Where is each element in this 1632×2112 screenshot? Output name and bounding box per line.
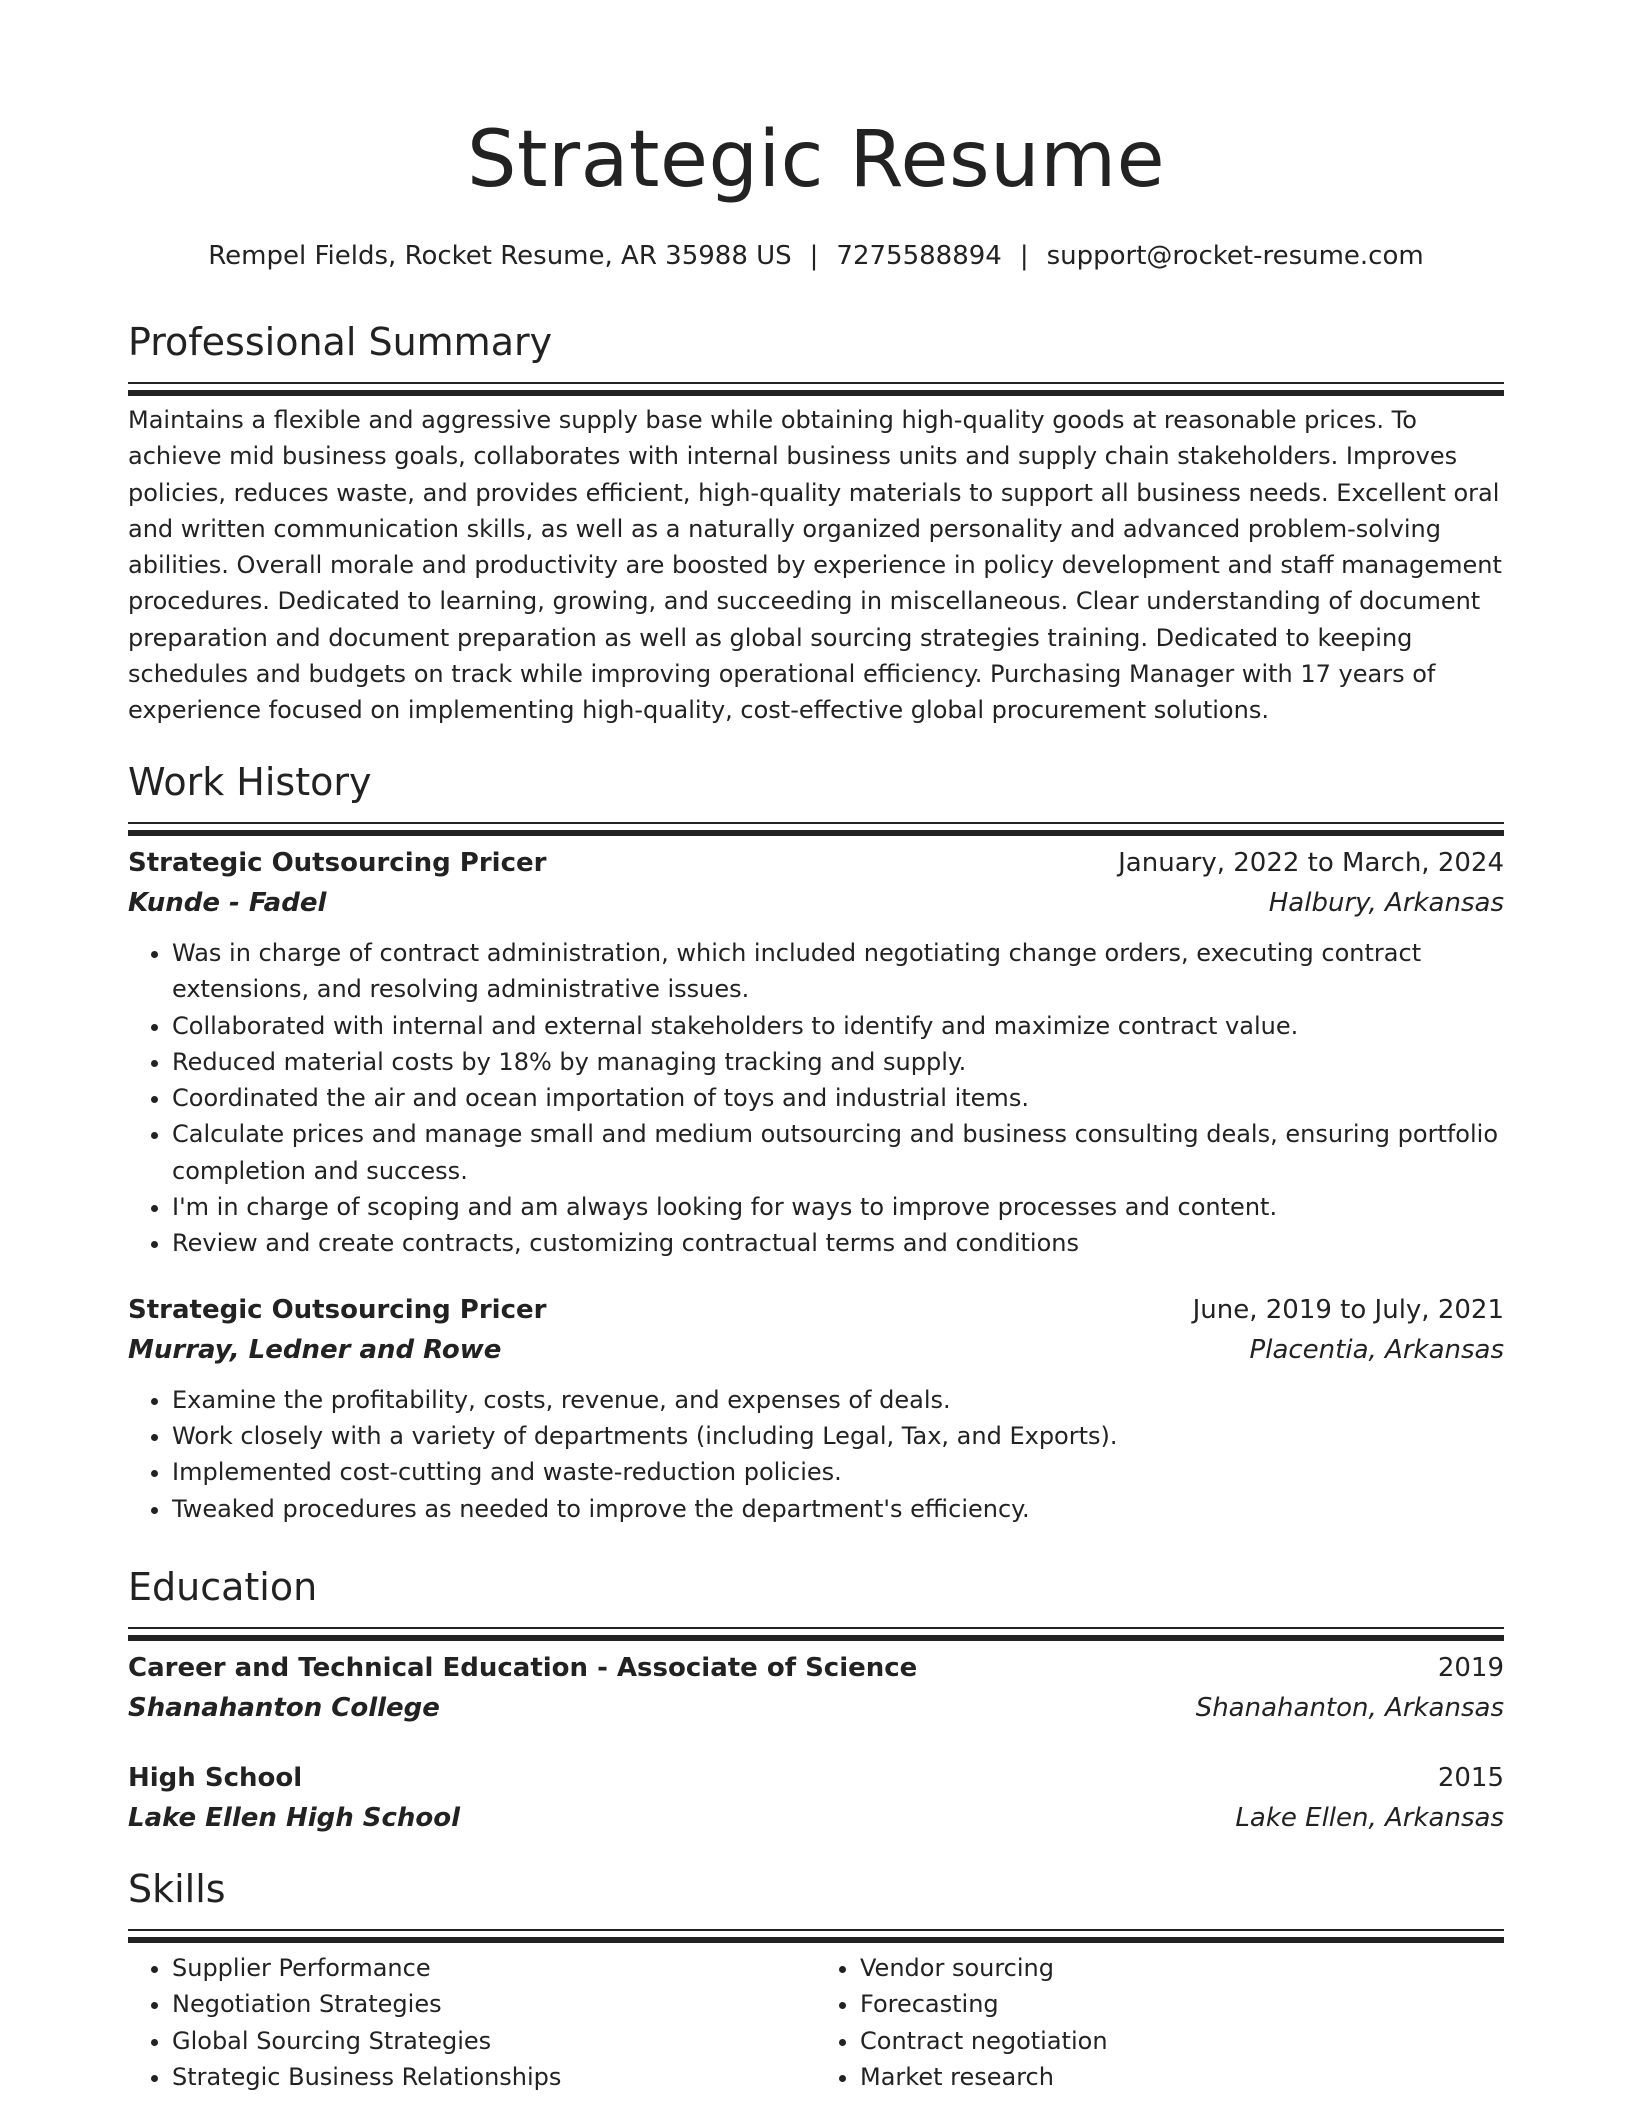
skill-item: • Supplier Performance bbox=[172, 1950, 816, 1986]
contact-line bbox=[128, 238, 1504, 274]
job-bullet: • Examine the profitability, costs, revenue, and expenses of deals. bbox=[172, 1382, 1504, 1418]
job-bullet: • Tweaked procedures as needed to improve the department's efficiency. bbox=[172, 1491, 1504, 1527]
summary-section bbox=[128, 318, 1504, 729]
job-company-row bbox=[128, 883, 1504, 923]
education-header-row bbox=[128, 1758, 1504, 1798]
contact-address: Rempel Fields, Rocket Resume, AR 35988 US bbox=[208, 241, 792, 271]
education-school-row bbox=[128, 1798, 1504, 1838]
job-entry bbox=[128, 843, 1504, 1262]
education-entry bbox=[128, 1758, 1504, 1838]
job-bullet: • Calculate prices and manage small and medium outsourcing and business consulting deals, ensuring portfolio completion and success. bbox=[172, 1116, 1504, 1189]
job-company: Kunde - Fadel bbox=[128, 888, 327, 918]
job-title: Strategic Outsourcing Pricer bbox=[128, 1294, 547, 1325]
education-year: 2015 bbox=[1437, 1763, 1504, 1793]
education-school-row bbox=[128, 1688, 1504, 1728]
skills-grid bbox=[128, 1950, 1504, 2095]
skill-item: • Vendor sourcing bbox=[860, 1950, 1504, 1986]
job-title: Strategic Outsourcing Pricer bbox=[128, 848, 547, 878]
job-header-row bbox=[128, 1290, 1504, 1330]
skills-column-right bbox=[816, 1950, 1504, 2095]
skill-item: • Forecasting bbox=[860, 1986, 1504, 2022]
education-school: Lake Ellen High School bbox=[128, 1803, 461, 1833]
education-entry bbox=[128, 1648, 1504, 1728]
skills-section bbox=[128, 1865, 1504, 2095]
skill-item: • Contract negotiation bbox=[860, 2023, 1504, 2059]
education-degree: High School bbox=[128, 1763, 303, 1793]
job-bullet: • Collaborated with internal and external stakeholders to identify and maximize contract value. bbox=[172, 1008, 1504, 1044]
skills-heading: Skills bbox=[128, 1867, 226, 1911]
job-bullets bbox=[128, 1382, 1504, 1527]
education-location: Shanahanton, Arkansas bbox=[1195, 1693, 1504, 1723]
job-entry bbox=[128, 1290, 1504, 1527]
job-company-row bbox=[128, 1330, 1504, 1370]
job-company: Murray, Ledner and Rowe bbox=[128, 1334, 502, 1365]
job-bullets bbox=[128, 935, 1504, 1262]
job-dates: June, 2019 to July, 2021 bbox=[1192, 1294, 1504, 1325]
section-divider bbox=[128, 1627, 1504, 1634]
section-divider bbox=[128, 382, 1504, 389]
section-divider bbox=[128, 822, 1504, 829]
education-school: Shanahanton College bbox=[128, 1693, 440, 1723]
job-bullet: • Implemented cost-cutting and waste-reduction policies. bbox=[172, 1454, 1504, 1490]
job-bullet: • Reduced material costs by 18% by managing tracking and supply. bbox=[172, 1044, 1504, 1080]
contact-email[interactable]: support@rocket-resume.com bbox=[1046, 241, 1424, 271]
education-year: 2019 bbox=[1437, 1653, 1504, 1683]
job-dates: January, 2022 to March, 2024 bbox=[1118, 848, 1504, 878]
job-bullet: • I'm in charge of scoping and am always looking for ways to improve processes and content. bbox=[172, 1189, 1504, 1225]
contact-separator: | bbox=[809, 241, 819, 271]
work-history-heading: Work History bbox=[128, 760, 372, 804]
education-location: Lake Ellen, Arkansas bbox=[1235, 1803, 1504, 1833]
work-history-section bbox=[128, 758, 1504, 1527]
education-header-row bbox=[128, 1648, 1504, 1688]
job-bullet: • Review and create contracts, customizing contractual terms and conditions bbox=[172, 1225, 1504, 1261]
job-header-row bbox=[128, 843, 1504, 883]
contact-phone: 7275588894 bbox=[836, 241, 1002, 271]
education-heading: Education bbox=[128, 1565, 318, 1609]
job-bullet: • Was in charge of contract administration, which included negotiating change orders, executing contract extensions, and resolving administrative issues. bbox=[172, 935, 1504, 1008]
skill-item: • Strategic Business Relationships bbox=[172, 2059, 816, 2095]
skill-item: • Global Sourcing Strategies bbox=[172, 2023, 816, 2059]
skill-item: • Negotiation Strategies bbox=[172, 1986, 816, 2022]
skills-column-left bbox=[128, 1950, 816, 2095]
section-divider bbox=[128, 1929, 1504, 1936]
education-degree: Career and Technical Education - Associate of Science bbox=[128, 1653, 918, 1683]
job-bullet: • Work closely with a variety of departments (including Legal, Tax, and Exports). bbox=[172, 1418, 1504, 1454]
resume-title: Strategic Resume bbox=[466, 115, 1166, 205]
contact-separator: | bbox=[1019, 241, 1029, 271]
education-section bbox=[128, 1563, 1504, 1838]
summary-heading: Professional Summary bbox=[128, 320, 553, 364]
job-location: Placentia, Arkansas bbox=[1249, 1334, 1504, 1365]
job-bullet: • Coordinated the air and ocean importation of toys and industrial items. bbox=[172, 1080, 1504, 1116]
skill-item: • Market research bbox=[860, 2059, 1504, 2095]
job-location: Halbury, Arkansas bbox=[1268, 888, 1504, 918]
summary-text: Maintains a flexible and aggressive supply base while obtaining high-quality goods at reasonable prices. To achieve mid business goals, collaborates with internal business units and supply chain stakeholders. Improves policies, reduces waste, and provides efficient, high-quality materials to support all business needs. Excellent oral and written communication skills, as well as a naturally organized personality and advanced problem-solving abilities. Overall morale and productivity are boosted by experience in policy development and staff management procedures. Dedicated to learning, growing, and succeeding in miscellaneous. Clear understanding of document preparation and document preparation as well as global sourcing strategies training. Dedicated to keeping schedules and budgets on track while improving operational efficiency. Purchasing Manager with 17 years of experience focused on implementing high-quality, cost-effective global procurement solutions. bbox=[128, 406, 1502, 725]
